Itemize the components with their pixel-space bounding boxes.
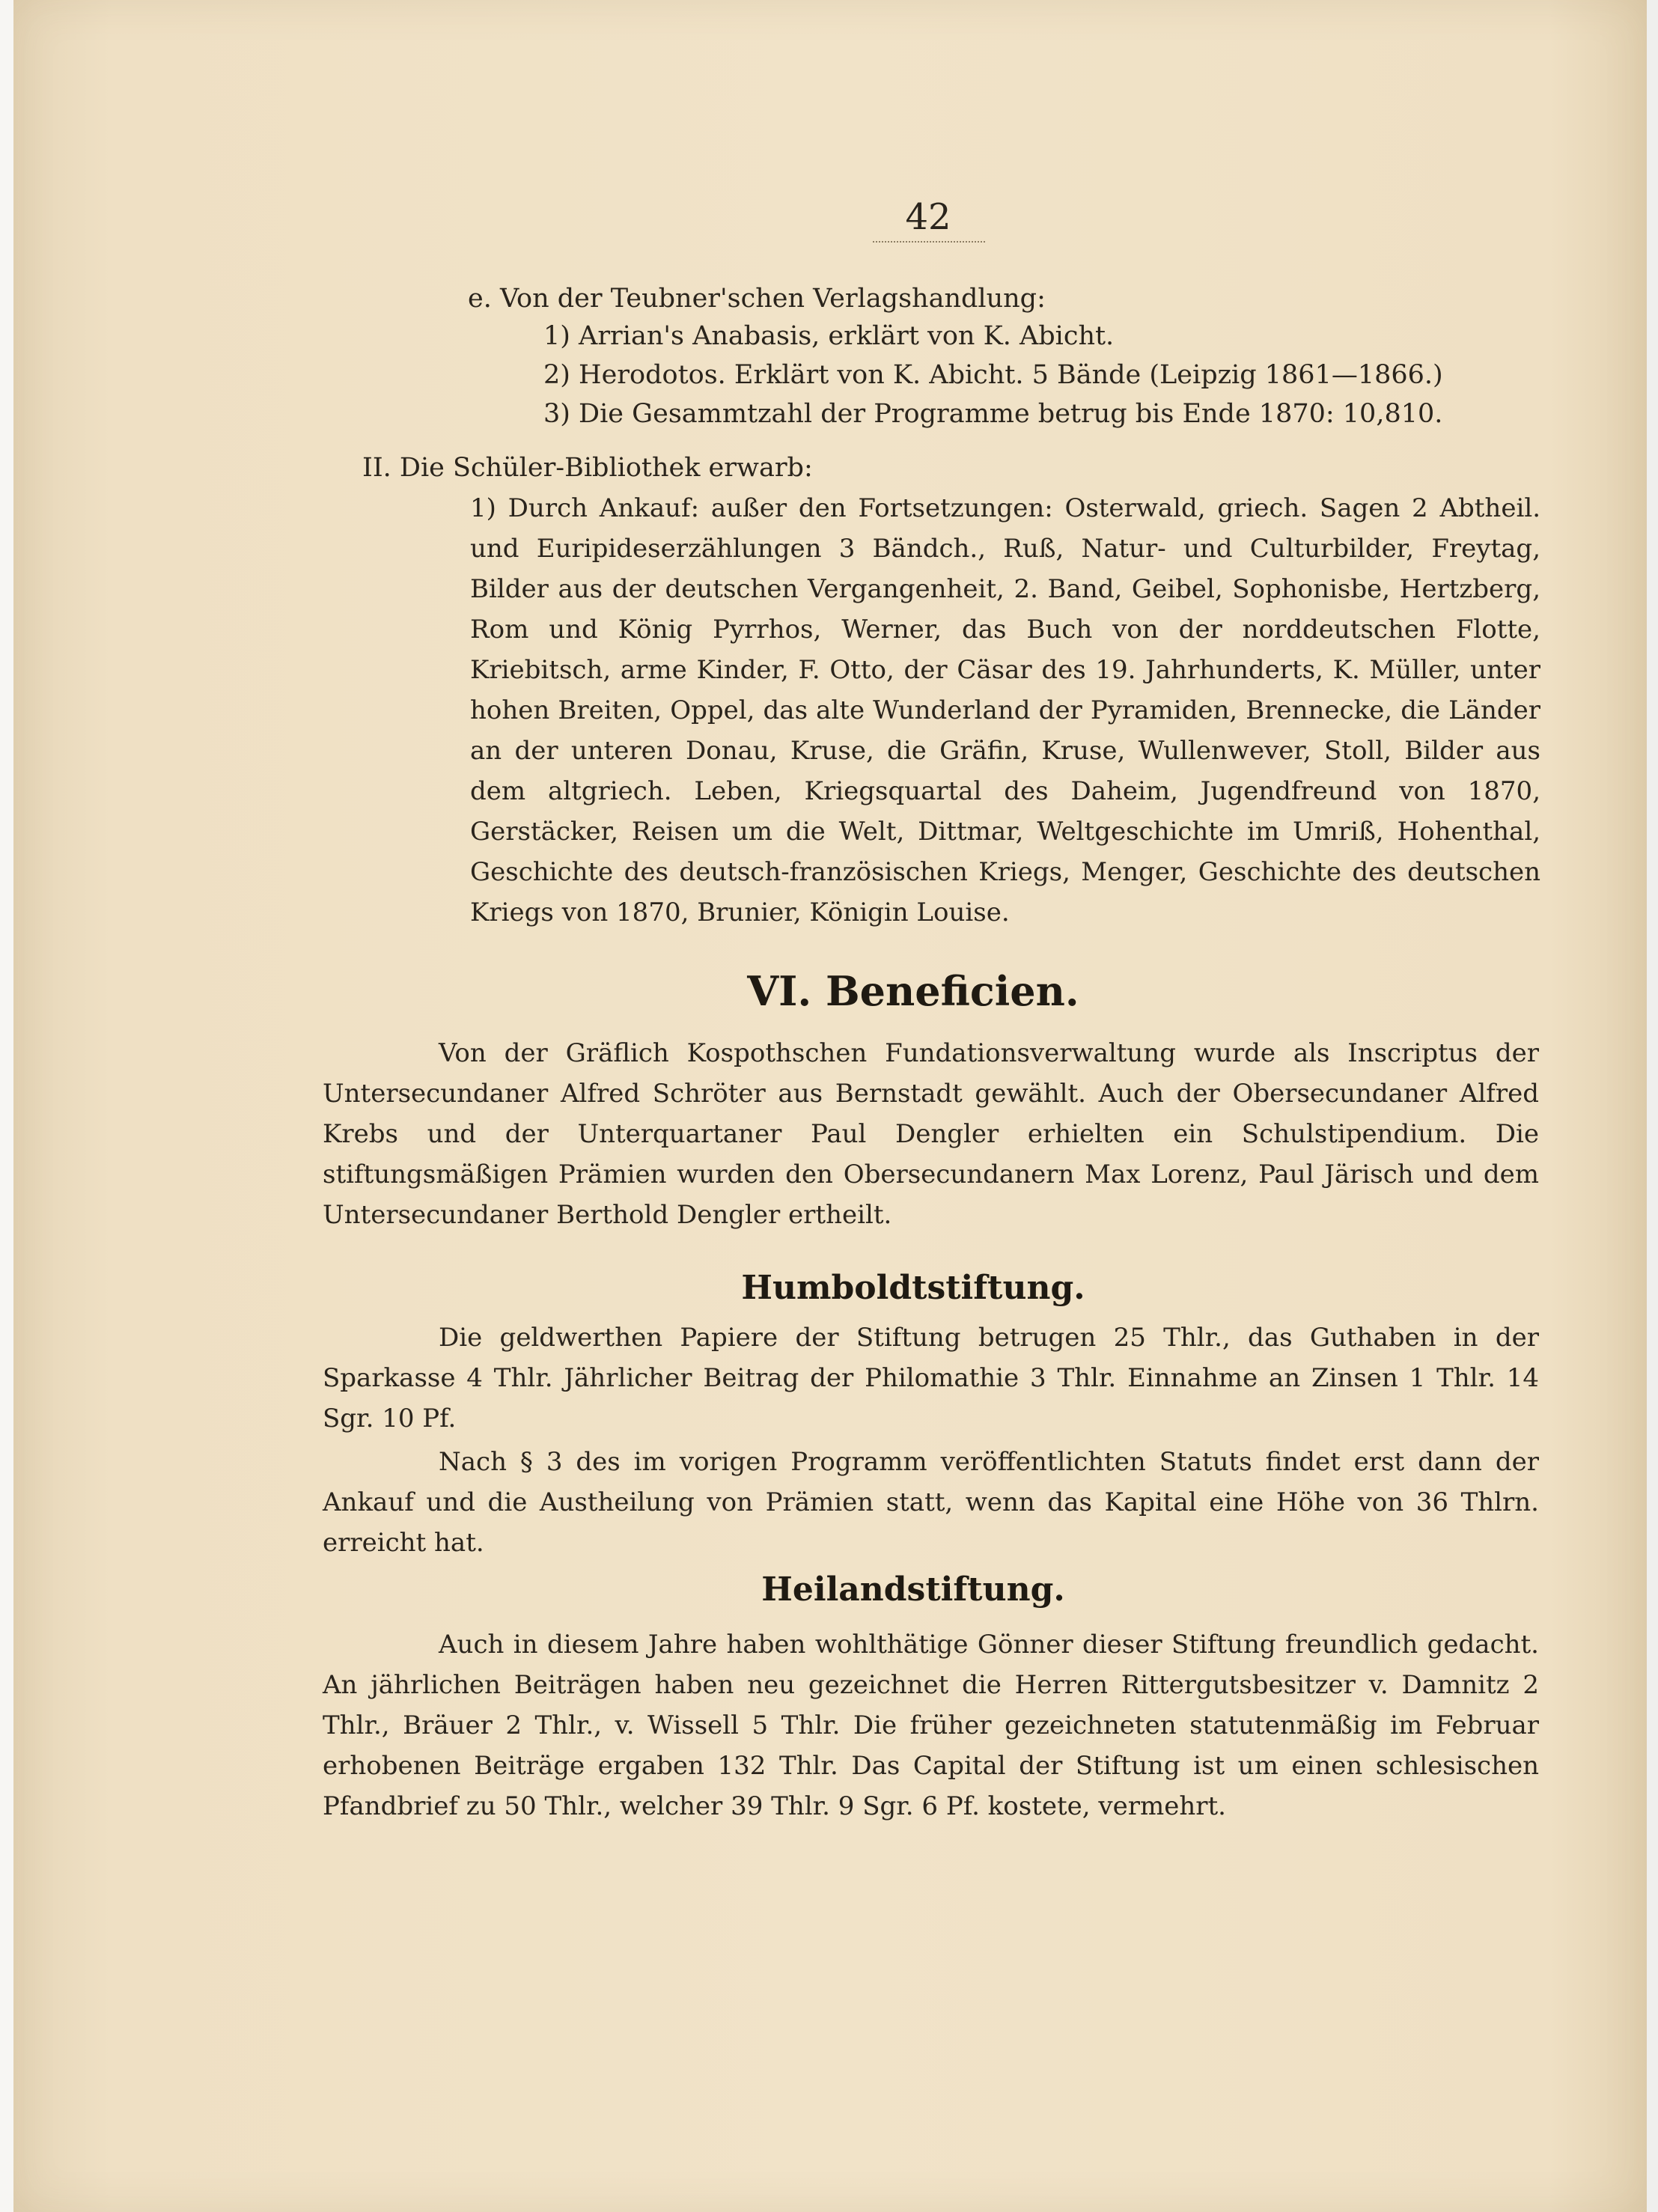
section-e-item-3: 3) Die Gesammtzahl der Programme betrug bis Ende 1870: 10,810. (543, 399, 1443, 429)
humboldt-paragraph-1: Die geldwerthen Papiere der Stiftung betrugen 25 Thlr., das Guthaben in der Sparkasse 4 Thlr. Jährlicher Beitrag der Philomathie 3 Thlr. Einnahme an Zinsen 1 Thlr. 14 Sgr. 10 Pf. (323, 1323, 1539, 1433)
section-e-item-2: 2) Herodotos. Erklärt von K. Abicht. 5 Bände (Leipzig 1861—1866.) (543, 360, 1443, 390)
humboldt-body (323, 1317, 1539, 1563)
humboldt-heading: Humboldtstiftung. (741, 1269, 1085, 1307)
section-vi-heading: VI. Beneficien. (747, 967, 1079, 1015)
section-ii-acquisitions (470, 488, 1540, 933)
section-e-item-1: 1) Arrian's Anabasis, erklärt von K. Abicht. (543, 321, 1115, 351)
heiland-paragraph-1: Auch in diesem Jahre haben wohlthätige Gönner dieser Stiftung freundlich gedacht. An jährlichen Beiträgen haben neu gezeichnet die Herren Rittergutsbesitzer v. Damnitz 2 Thlr., Bräuer 2 Thlr., v. Wissell 5 Thlr. Die früher gezeichneten statutenmäßig im Februar erhobenen Beiträge ergaben 132 Thlr. Das Capital der Stiftung ist um einen schlesischen Pfandbrief zu 50 Thlr., welcher 39 Thlr. 9 Sgr. 6 Pf. kostete, vermehrt. (323, 1630, 1539, 1821)
section-vi-body (323, 1033, 1539, 1235)
section-ii-text: 1) Durch Ankauf: außer den Fortsetzungen: Osterwald, griech. Sagen 2 Abtheil. und Euripideserzählungen 3 Bändch., Ruß, Natur- und Culturbilder, Freytag, Bilder aus der deutschen Vergangenheit, 2. Band, Geibel, Sophonisbe, Hertzberg, Rom und König Pyrrhos, Werner, das Buch von der norddeutschen Flotte, Kriebitsch, arme Kinder, F. Otto, der Cäsar des 19. Jahrhunderts, K. Müller, unter hohen Breiten, Oppel, das alte Wunderland der Pyramiden, Brennecke, die Länder an der unteren Donau, Kruse, die Gräfin, Kruse, Wullenwever, Stoll, Bilder aus dem altgriech. Leben, Kriegsquartal des Daheim, Jugendfreund von 1870, Gerstäcker, Reisen um die Welt, Dittmar, Weltgeschichte im Umriß, Hohenthal, Geschichte des deutsch-französischen Kriegs, Menger, Geschichte des deutschen Kriegs von 1870, Brunier, Königin Louise. (470, 493, 1540, 927)
heiland-heading: Heilandstiftung. (761, 1570, 1065, 1609)
section-vi-text: Von der Gräflich Kospothschen Fundationsverwaltung wurde als Inscriptus der Untersecundaner Alfred Schröter aus Bernstadt gewählt. Auch der Obersecundaner Alfred Krebs und der Unterquartaner Paul Dengler erhielten ein Schulstipendium. Die stiftungsmäßigen Prämien wurden den Obersecundanern Max Lorenz, Paul Järisch und dem Untersecundaner Berthold Dengler ertheilt. (323, 1038, 1539, 1230)
heiland-body (323, 1624, 1539, 1826)
page-number-underline (873, 241, 985, 243)
section-e-label: e. Von der Teubner'schen Verlagshandlung: (468, 284, 1046, 314)
humboldt-paragraph-2: Nach § 3 des im vorigen Programm veröffentlichten Statuts findet erst dann der Ankauf und die Austheilung von Prämien statt, wenn das Kapital eine Höhe von 36 Thlrn. erreicht hat. (323, 1447, 1539, 1558)
page-number: 42 (905, 196, 951, 238)
scan-margin (0, 0, 13, 2212)
section-ii-label: II. Die Schüler-Bibliothek erwarb: (362, 453, 813, 483)
